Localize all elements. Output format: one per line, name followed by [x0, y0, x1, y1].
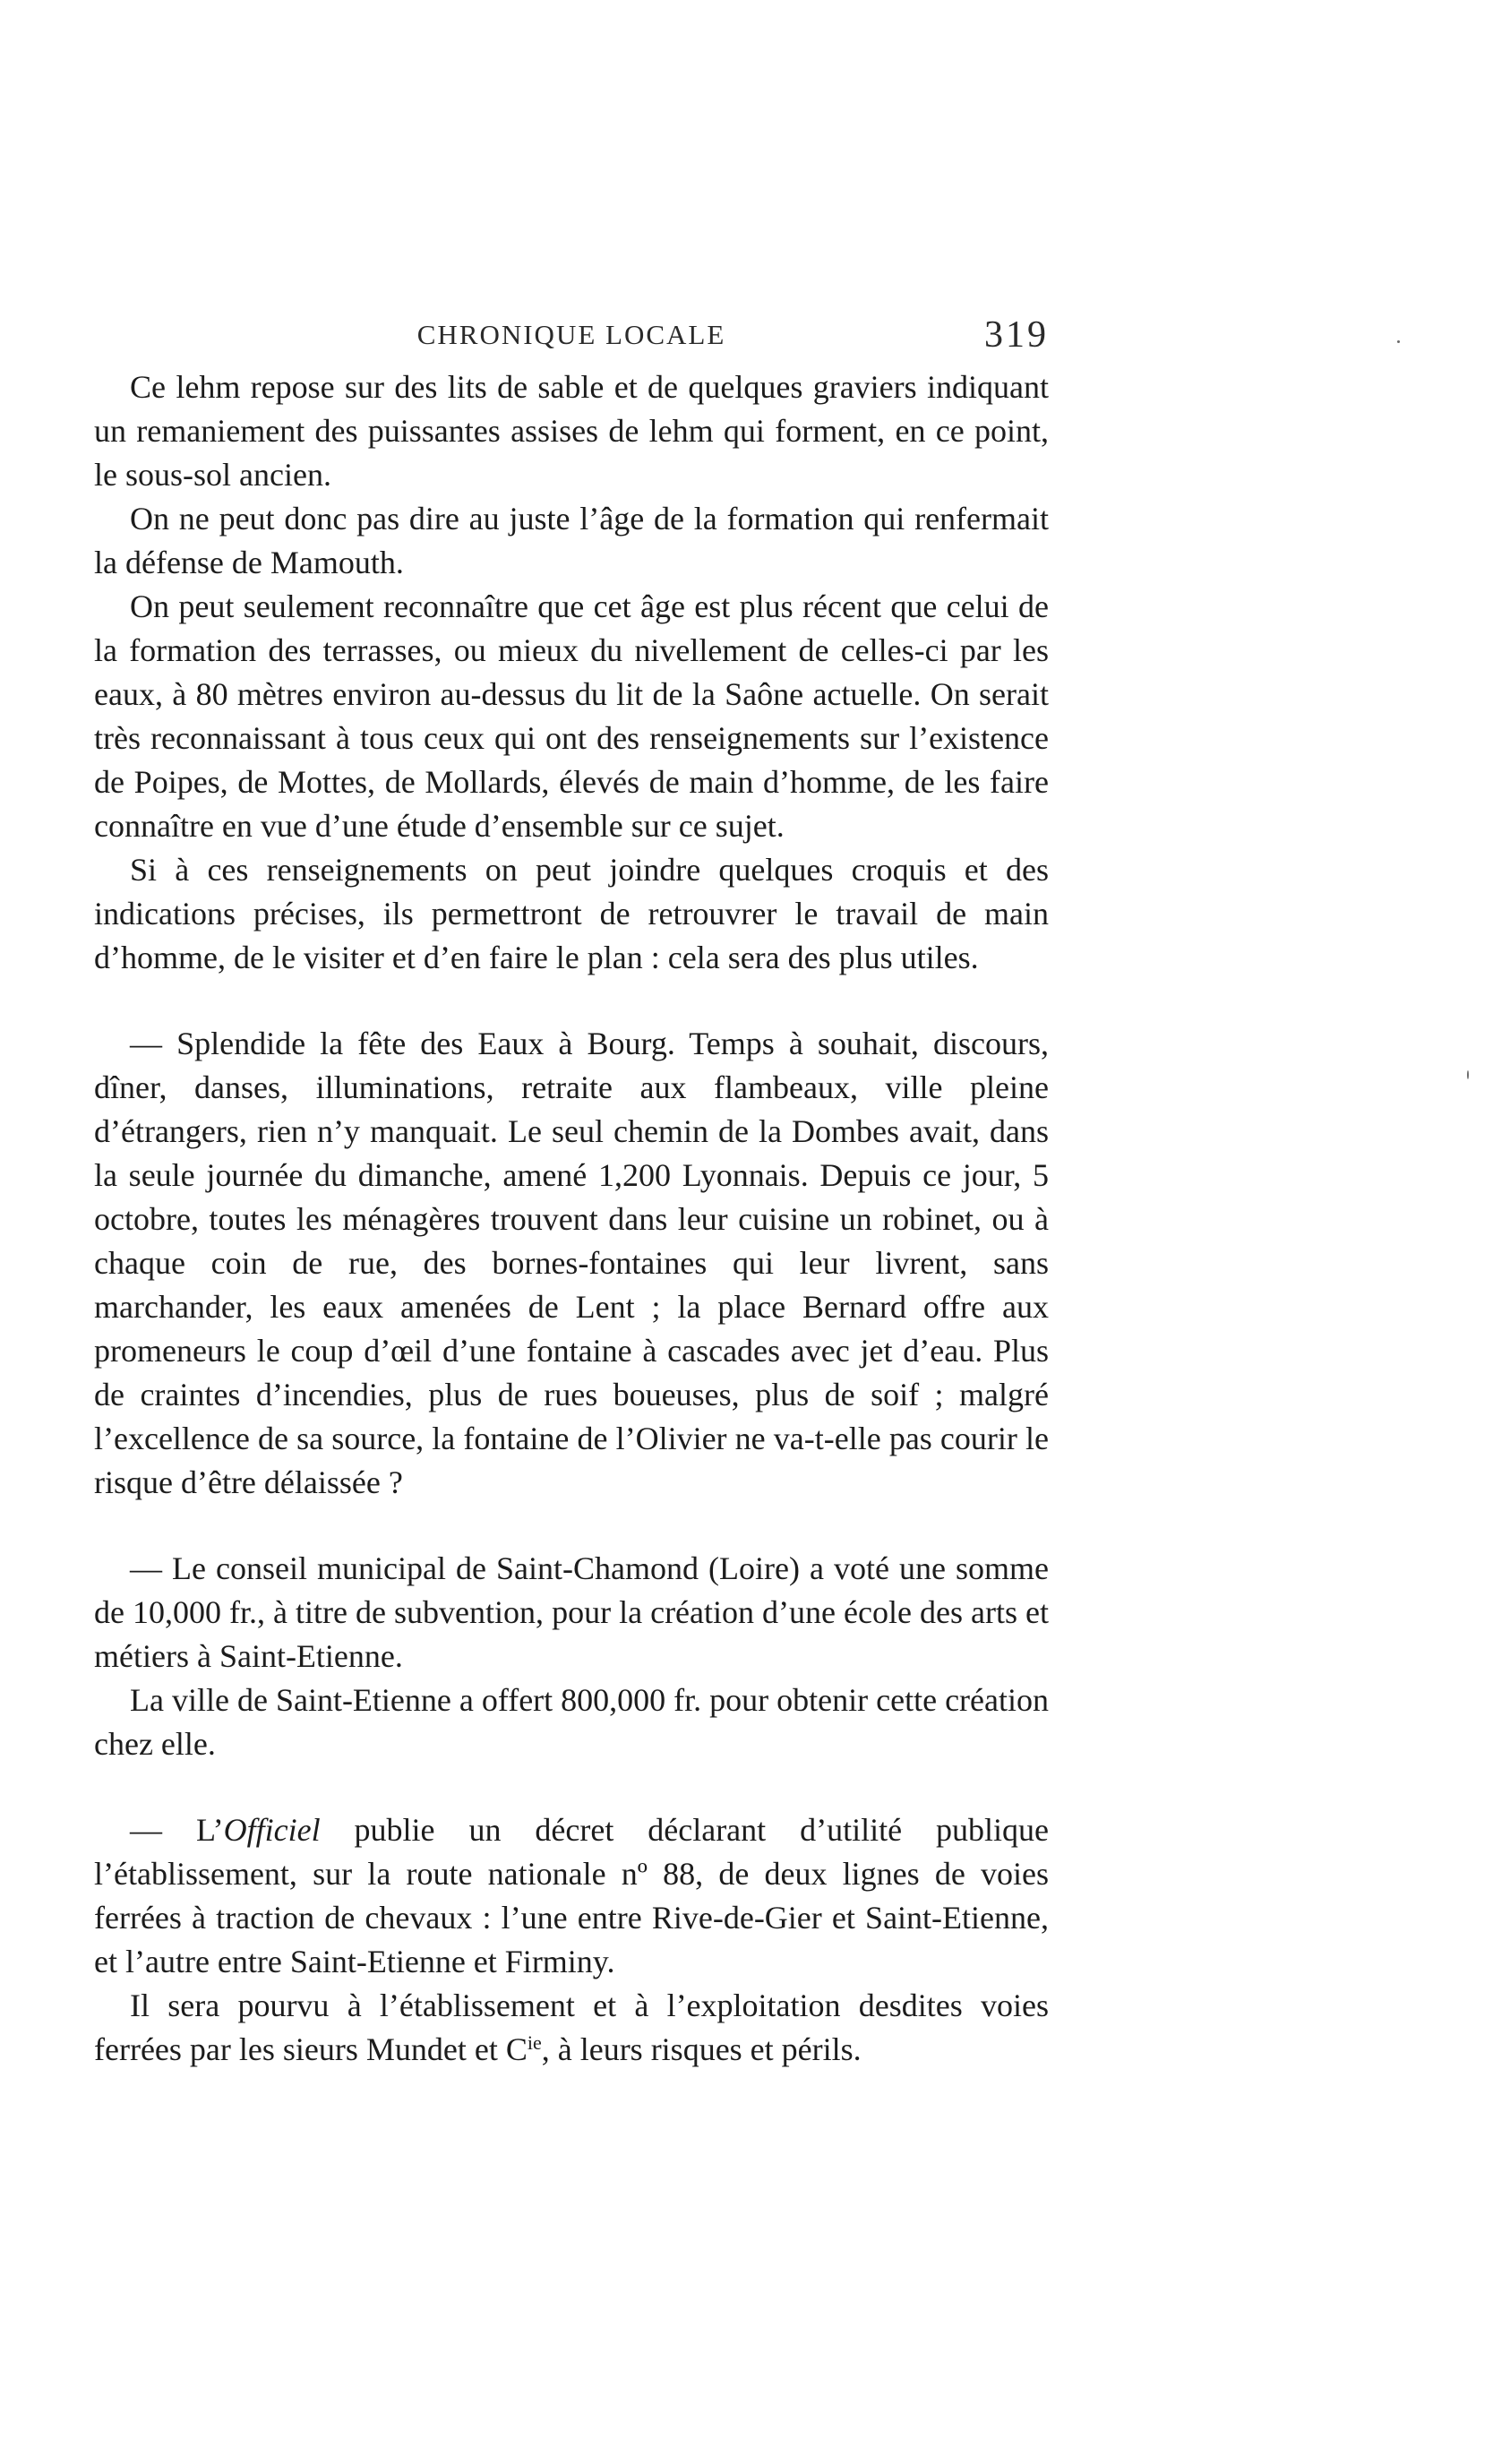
company-abbrev-superscript: ie	[527, 2031, 542, 2054]
officiel-text-before: — L’	[130, 1812, 224, 1848]
paragraph-lehm: Ce lehm repose sur des lits de sable et de quelques graviers indiquant un remaniement des puissantes assises de lehm qui forment, en ce point, le sous-sol ancien.	[94, 369, 1049, 493]
paragraph-saint-etienne-offre: La ville de Saint-Etienne a offert 800,000 fr. pour obtenir cette création chez elle.	[94, 1682, 1049, 1762]
officiel-title: Officiel	[223, 1812, 321, 1848]
officiel-text-after: publie un décret déclarant d’utilité publique l’établissement, sur la route nationale nº 88, de deux lignes de voies ferrées à traction de chevaux : l’une entre Rive-de-Gier et Saint-Etienne, et l’autre entre Saint-Etienne et Firminy.	[94, 1812, 1049, 1979]
running-title: CHRONIQUE LOCALE	[416, 319, 726, 350]
paragraph-fete-des-eaux: — Splendide la fête des Eaux à Bourg. Temps à souhait, discours, dîner, danses, illuminations, retraite aux flambeaux, ville pleine d’étrangers, rien n’y manquait. Le seul chemin de la Dombes avait, dans la seule journée du dimanche, amené 1,200 Lyonnais. Depuis ce jour, 5 octobre, toutes les ménagères trouvent dans leur cuisine un robinet, ou à chaque coin de rue, des bornes-fontaines qui leur livrent, sans marchander, les eaux amenées de Lent ; la place Bernard offre aux promeneurs le coup d’œil d’une fontaine à cascades avec jet d’eau. Plus de craintes d’incendies, plus de rues boueuses, plus de soif ; malgré l’excellence de sa source, la fontaine de l’Olivier ne va-t-elle pas courir le risque d’être délaissée ?	[94, 1026, 1049, 1500]
page-number: 319	[984, 314, 1049, 356]
paragraph-saint-chamond: — Le conseil municipal de Saint-Chamond (Loire) a voté une somme de 10,000 fr., à titre de subvention, pour la création d’une école des arts et métiers à Saint-Etienne.	[94, 1550, 1049, 1674]
paragraph-terrasses: On peut seulement reconnaître que cet âge est plus récent que celui de la formation des terrasses, ou mieux du nivellement de celles-ci par les eaux, à 80 mètres environ au-dessus du lit de la Saône actuelle. On serait très reconnaissant à tous ceux qui ont des renseignements sur l’existence de Poipes, de Mottes, de Mollards, élevés de main d’homme, de les faire connaître en vue d’une étude d’ensemble sur ce sujet.	[94, 588, 1049, 844]
paragraph-exploitation	[94, 1984, 1049, 2072]
scan-speck	[1467, 1070, 1469, 1079]
paragraph-age-formation: On ne peut donc pas dire au juste l’âge de la formation qui renfermait la défense de Mamouth.	[94, 501, 1049, 580]
exploitation-text-after: , à leurs risques et périls.	[541, 2031, 862, 2067]
body-text	[94, 365, 1049, 2072]
running-head	[94, 313, 1049, 358]
paragraph-officiel-decret	[94, 1808, 1049, 1984]
exploitation-text-before: Il sera pourvu à l’établissement et à l’exploitation desdites voies ferrées par les sieurs Mundet et C	[94, 1988, 1049, 2067]
paragraph-croquis: Si à ces renseignements on peut joindre quelques croquis et des indications précises, ils permettront de retrouvrer le travail de main d’homme, de le visiter et d’en faire le plan : cela sera des plus utiles.	[94, 852, 1049, 975]
scan-speck	[1397, 340, 1400, 343]
